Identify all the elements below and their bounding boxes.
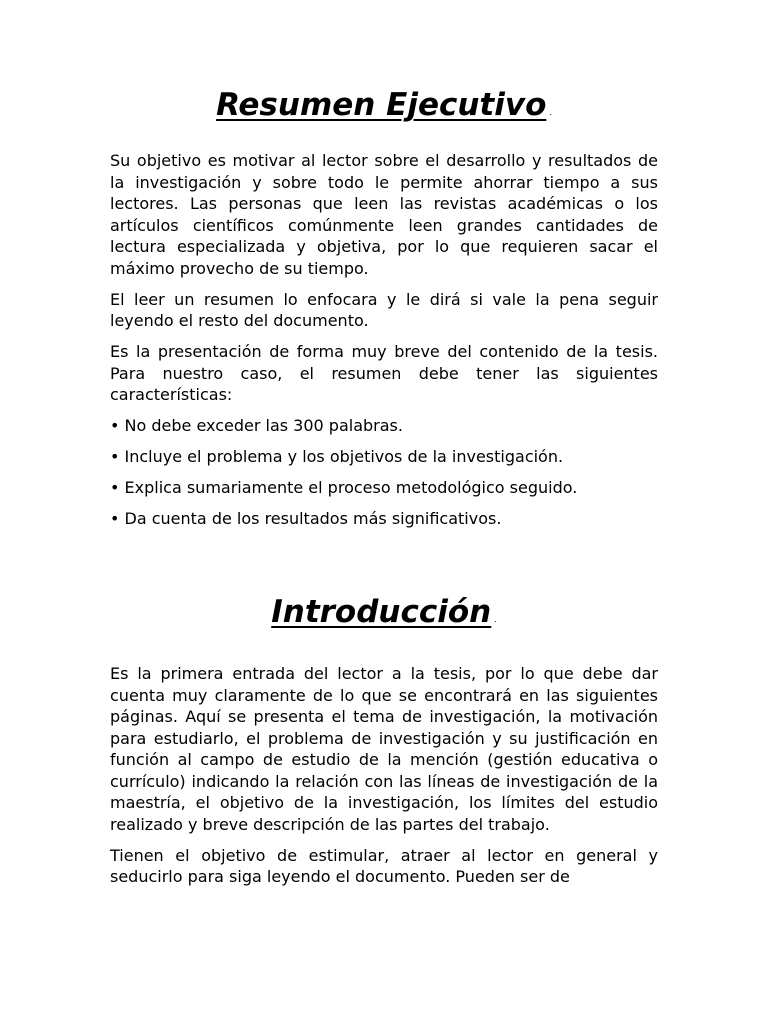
list-item: • Da cuenta de los resultados más significativos. bbox=[110, 509, 502, 528]
list-item: • No debe exceder las 300 palabras. bbox=[110, 416, 403, 435]
paragraph: Es la presentación de forma muy breve del contenido de la tesis. Para nuestro caso, el resumen debe tener las siguientes características: bbox=[110, 342, 658, 404]
bullet-list bbox=[110, 415, 658, 530]
heading-introduccion bbox=[0, 593, 768, 639]
list-item: • Incluye el problema y los objetivos de la investigación. bbox=[110, 447, 564, 466]
section-resumen-ejecutivo bbox=[110, 150, 658, 539]
heading-trailing-mark: . bbox=[494, 615, 497, 624]
heading-trailing-mark: . bbox=[549, 108, 552, 117]
paragraph: Su objetivo es motivar al lector sobre el desarrollo y resultados de la investigación y sobre todo le permite ahorrar tiempo a sus lectores. Las personas que leen las revistas académicas o los artículos científicos comúnmente leen grandes cantidades de lectura especializada y objetiva, por lo que requieren sacar el máximo provecho de su tiempo. bbox=[110, 151, 658, 278]
list-item: • Explica sumariamente el proceso metodológico seguido. bbox=[110, 478, 578, 497]
paragraph: Tienen el objetivo de estimular, atraer al lector en general y seducirlo para siga leyendo el documento. Pueden ser de bbox=[110, 845, 658, 886]
heading-resumen-ejecutivo bbox=[0, 86, 768, 132]
heading-text: Resumen Ejecutivo bbox=[216, 87, 547, 123]
section-introduccion bbox=[110, 663, 658, 897]
heading-text: Introducción bbox=[271, 594, 492, 630]
paragraph: Es la primera entrada del lector a la tesis, por lo que debe dar cuenta muy claramente de lo que se encontrará en las siguientes páginas. Aquí se presenta el tema de investigación, la motivación para estudiarlo, el problema de investigación y su justificación en función al campo de estudio de la mención (gestión educativa o currículo) indicando la relación con las líneas de investigación de la maestría, el objetivo de la investigación, los límites del estudio realizado y breve descripción de las partes del trabajo. bbox=[110, 664, 658, 834]
paragraph: El leer un resumen lo enfocara y le dirá si vale la pena seguir leyendo el resto del documento. bbox=[110, 289, 658, 330]
